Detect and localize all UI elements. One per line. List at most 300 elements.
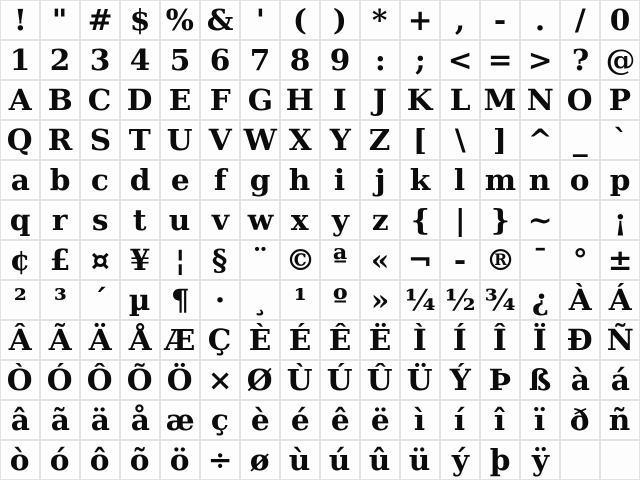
glyph: n (529, 162, 551, 197)
glyph-cell[interactable] (601, 1, 639, 39)
glyph: § (212, 242, 228, 277)
glyph-cell[interactable] (521, 81, 559, 119)
glyph: » (370, 282, 390, 317)
glyph: Ü (407, 362, 433, 397)
glyph-cell[interactable] (521, 41, 559, 79)
glyph-cell[interactable] (601, 41, 639, 79)
glyph-cell[interactable] (521, 1, 559, 39)
glyph-cell[interactable] (241, 81, 279, 119)
glyph-cell[interactable] (81, 1, 119, 39)
glyph-cell[interactable] (1, 121, 39, 159)
glyph-cell[interactable] (241, 41, 279, 79)
glyph: ø (250, 442, 270, 477)
glyph-cell[interactable] (161, 41, 199, 79)
glyph: 1 (9, 42, 31, 77)
glyph-cell[interactable] (561, 41, 599, 79)
glyph: _ (572, 122, 588, 157)
glyph: æ (165, 402, 195, 437)
glyph-cell[interactable] (481, 1, 519, 39)
glyph: j (374, 162, 386, 197)
glyph-cell[interactable] (361, 161, 399, 199)
glyph-cell[interactable] (481, 281, 519, 319)
glyph-cell[interactable] (321, 241, 359, 279)
glyph: å (130, 402, 150, 437)
glyph-cell[interactable] (201, 161, 239, 199)
glyph: % (165, 2, 195, 37)
glyph-cell[interactable] (1, 281, 39, 319)
glyph-cell[interactable] (361, 401, 399, 439)
glyph: © (285, 242, 315, 277)
glyph-cell[interactable] (561, 241, 599, 279)
glyph-cell[interactable] (601, 161, 639, 199)
glyph: . (534, 2, 546, 37)
glyph-cell[interactable] (201, 41, 239, 79)
glyph-cell[interactable] (41, 361, 79, 399)
glyph-cell[interactable] (121, 321, 159, 359)
glyph: ~ (527, 202, 553, 237)
glyph: è (250, 402, 270, 437)
glyph: ¬ (407, 242, 433, 277)
glyph-cell[interactable] (201, 121, 239, 159)
glyph-cell[interactable] (561, 321, 599, 359)
glyph-cell[interactable] (521, 441, 559, 479)
glyph-cell[interactable] (361, 1, 399, 39)
glyph-cell[interactable] (121, 281, 159, 319)
glyph: C (88, 82, 112, 117)
glyph-cell[interactable] (81, 41, 119, 79)
glyph: ® (485, 242, 515, 277)
glyph: y (331, 202, 349, 237)
glyph-cell[interactable] (401, 441, 439, 479)
glyph-cell[interactable] (121, 121, 159, 159)
glyph-cell[interactable] (321, 41, 359, 79)
glyph: X (288, 122, 312, 157)
glyph-cell[interactable] (481, 41, 519, 79)
glyph-cell[interactable] (241, 1, 279, 39)
glyph: M (483, 82, 517, 117)
glyph-cell[interactable] (481, 321, 519, 359)
glyph: µ (129, 282, 151, 317)
glyph-cell[interactable] (321, 81, 359, 119)
glyph: " (52, 2, 68, 37)
glyph: Ç (208, 322, 232, 357)
glyph-cell[interactable] (121, 241, 159, 279)
glyph: - (493, 2, 507, 37)
glyph-cell[interactable] (161, 201, 199, 239)
glyph-cell[interactable] (601, 281, 639, 319)
glyph-cell[interactable] (481, 161, 519, 199)
glyph: J (372, 82, 387, 117)
glyph-cell[interactable] (561, 161, 599, 199)
glyph: & (206, 2, 234, 37)
glyph-cell[interactable] (521, 321, 559, 359)
glyph: = (487, 42, 513, 77)
glyph: ¶ (170, 282, 190, 317)
glyph-cell[interactable] (161, 121, 199, 159)
glyph-cell[interactable] (161, 401, 199, 439)
glyph-cell[interactable] (561, 81, 599, 119)
glyph-cell[interactable] (441, 321, 479, 359)
glyph: Æ (164, 322, 196, 357)
glyph: È (248, 322, 272, 357)
glyph: Û (367, 362, 393, 397)
glyph-cell[interactable] (321, 161, 359, 199)
glyph-cell[interactable] (41, 401, 79, 439)
glyph-cell[interactable] (441, 161, 479, 199)
glyph-cell[interactable] (521, 201, 559, 239)
glyph-cell[interactable] (361, 361, 399, 399)
glyph-cell[interactable] (161, 1, 199, 39)
glyph: $ (129, 2, 151, 37)
glyph-cell[interactable] (401, 1, 439, 39)
glyph-cell[interactable] (241, 241, 279, 279)
glyph: ] (492, 122, 507, 157)
glyph: 4 (129, 42, 151, 77)
glyph-cell[interactable] (201, 1, 239, 39)
glyph-cell[interactable] (521, 401, 559, 439)
glyph: d (129, 162, 151, 197)
glyph-cell[interactable] (41, 161, 79, 199)
glyph-cell[interactable] (401, 401, 439, 439)
glyph: @ (605, 42, 635, 77)
glyph-cell[interactable] (81, 201, 119, 239)
glyph-cell[interactable] (401, 241, 439, 279)
glyph: ´ (92, 282, 108, 317)
glyph: Ú (327, 362, 353, 397)
glyph: ë (370, 402, 390, 437)
glyph-cell[interactable] (601, 361, 639, 399)
glyph-cell[interactable] (321, 281, 359, 319)
glyph: ñ (609, 402, 631, 437)
glyph: r (52, 202, 68, 237)
glyph-cell[interactable] (161, 321, 199, 359)
glyph-cell[interactable] (241, 441, 279, 479)
glyph-cell[interactable] (81, 401, 119, 439)
glyph: í (454, 402, 466, 437)
glyph: : (374, 42, 386, 77)
glyph: ¸ (252, 282, 268, 317)
glyph-cell[interactable] (281, 361, 319, 399)
glyph-cell[interactable] (161, 81, 199, 119)
glyph-cell[interactable] (81, 161, 119, 199)
glyph-cell[interactable] (601, 241, 639, 279)
glyph-cell[interactable] (241, 201, 279, 239)
glyph-cell[interactable] (401, 281, 439, 319)
glyph: ï (534, 402, 546, 437)
glyph: Þ (488, 362, 512, 397)
glyph-cell[interactable] (281, 441, 319, 479)
glyph-cell[interactable] (41, 281, 79, 319)
glyph-cell[interactable] (321, 361, 359, 399)
glyph: R (47, 122, 73, 157)
glyph-cell[interactable] (121, 201, 159, 239)
glyph-cell[interactable] (201, 441, 239, 479)
glyph-cell[interactable] (41, 441, 79, 479)
glyph-cell[interactable] (41, 1, 79, 39)
glyph-cell[interactable] (1, 441, 39, 479)
glyph: + (407, 2, 433, 37)
glyph-cell[interactable] (441, 281, 479, 319)
glyph: ¾ (484, 282, 516, 317)
glyph-cell[interactable] (401, 361, 439, 399)
glyph-cell[interactable] (601, 321, 639, 359)
glyph: P (608, 82, 632, 117)
glyph-cell[interactable] (361, 81, 399, 119)
glyph-cell[interactable] (201, 201, 239, 239)
glyph-cell[interactable] (241, 321, 279, 359)
glyph-cell[interactable] (561, 281, 599, 319)
glyph-cell[interactable] (41, 201, 79, 239)
glyph-cell[interactable] (1, 41, 39, 79)
glyph: Â (8, 322, 32, 357)
glyph: c (90, 162, 110, 197)
glyph: F (209, 82, 231, 117)
glyph: ÷ (207, 442, 233, 477)
glyph-cell[interactable] (201, 81, 239, 119)
glyph-cell[interactable] (321, 441, 359, 479)
glyph-cell[interactable] (121, 401, 159, 439)
glyph-cell[interactable] (521, 281, 559, 319)
glyph-cell[interactable] (1, 361, 39, 399)
glyph-cell[interactable] (241, 121, 279, 159)
glyph-cell[interactable] (481, 241, 519, 279)
glyph-cell[interactable] (441, 41, 479, 79)
glyph-cell[interactable] (561, 1, 599, 39)
glyph-cell[interactable] (321, 201, 359, 239)
glyph-cell[interactable] (201, 401, 239, 439)
glyph: I (333, 82, 347, 117)
glyph-cell[interactable] (401, 161, 439, 199)
glyph: ³ (53, 282, 67, 317)
glyph-cell[interactable] (481, 121, 519, 159)
glyph: V (208, 122, 232, 157)
glyph: á (610, 362, 630, 397)
glyph-cell[interactable] (241, 161, 279, 199)
glyph-cell[interactable] (41, 321, 79, 359)
glyph-cell[interactable] (281, 241, 319, 279)
glyph-cell[interactable] (481, 441, 519, 479)
glyph: ¥ (129, 242, 151, 277)
glyph-cell[interactable] (241, 401, 279, 439)
glyph-cell[interactable] (281, 201, 319, 239)
glyph-cell[interactable] (281, 1, 319, 39)
glyph-cell[interactable] (241, 361, 279, 399)
glyph-cell[interactable] (321, 1, 359, 39)
glyph: ) (332, 2, 347, 37)
glyph-cell[interactable] (281, 161, 319, 199)
glyph-cell[interactable] (321, 321, 359, 359)
glyph: À (568, 282, 592, 317)
glyph-cell[interactable] (441, 241, 479, 279)
glyph: D (127, 82, 153, 117)
glyph-cell[interactable] (1, 81, 39, 119)
glyph-cell[interactable] (81, 361, 119, 399)
glyph: W (243, 122, 277, 157)
glyph: ` (612, 122, 628, 157)
glyph: Í (453, 322, 467, 357)
glyph-cell[interactable] (321, 121, 359, 159)
glyph-cell[interactable] (201, 241, 239, 279)
glyph-cell[interactable] (1, 401, 39, 439)
glyph: Ö (167, 362, 193, 397)
glyph-cell[interactable] (601, 201, 639, 239)
glyph-cell[interactable] (521, 361, 559, 399)
glyph-cell[interactable] (481, 81, 519, 119)
glyph: Å (128, 322, 152, 357)
glyph: Î (493, 322, 507, 357)
glyph-cell[interactable] (41, 41, 79, 79)
glyph: ( (292, 2, 307, 37)
glyph: A (8, 82, 32, 117)
glyph-cell[interactable] (161, 281, 199, 319)
glyph-cell[interactable] (361, 241, 399, 279)
glyph: / (574, 2, 586, 37)
glyph: ¿ (531, 282, 549, 317)
glyph: ê (330, 402, 350, 437)
glyph-cell[interactable] (121, 161, 159, 199)
glyph: u (169, 202, 191, 237)
glyph-cell[interactable] (161, 161, 199, 199)
glyph-cell[interactable] (161, 241, 199, 279)
glyph-cell[interactable] (41, 241, 79, 279)
glyph-cell[interactable] (281, 321, 319, 359)
glyph: E (168, 82, 192, 117)
glyph: à (570, 362, 590, 397)
glyph-cell[interactable] (281, 41, 319, 79)
glyph: q (9, 202, 31, 237)
glyph-cell[interactable] (441, 121, 479, 159)
glyph: 5 (169, 42, 191, 77)
glyph-cell[interactable] (401, 41, 439, 79)
glyph: î (494, 402, 506, 437)
glyph-cell[interactable] (321, 401, 359, 439)
glyph-cell[interactable] (281, 401, 319, 439)
glyph-cell[interactable] (401, 321, 439, 359)
glyph-cell[interactable] (561, 361, 599, 399)
glyph: ù (289, 442, 311, 477)
glyph-cell[interactable] (441, 441, 479, 479)
glyph-cell[interactable] (401, 201, 439, 239)
glyph-cell[interactable] (201, 361, 239, 399)
glyph-cell[interactable] (561, 201, 599, 239)
glyph-cell[interactable] (361, 121, 399, 159)
glyph-cell[interactable] (561, 121, 599, 159)
glyph-cell[interactable] (1, 241, 39, 279)
glyph-cell[interactable] (281, 281, 319, 319)
glyph: Z (369, 122, 391, 157)
glyph-cell[interactable] (161, 361, 199, 399)
glyph: õ (130, 442, 150, 477)
glyph-cell[interactable] (121, 41, 159, 79)
glyph-cell[interactable] (1, 1, 39, 39)
glyph-cell[interactable] (121, 1, 159, 39)
glyph-cell[interactable] (561, 401, 599, 439)
glyph-cell[interactable] (521, 241, 559, 279)
glyph-cell[interactable] (81, 281, 119, 319)
glyph-cell[interactable] (601, 121, 639, 159)
glyph-cell[interactable] (521, 121, 559, 159)
glyph-cell[interactable] (481, 201, 519, 239)
glyph: S (89, 122, 111, 157)
glyph: Ý (449, 362, 471, 397)
glyph: < (447, 42, 473, 77)
glyph-cell[interactable] (361, 441, 399, 479)
glyph-cell[interactable] (201, 321, 239, 359)
glyph: O (567, 82, 593, 117)
glyph: Ù (287, 362, 313, 397)
glyph: Ì (413, 322, 427, 357)
glyph-cell[interactable] (601, 441, 639, 479)
glyph-cell[interactable] (121, 441, 159, 479)
glyph-cell[interactable] (561, 441, 599, 479)
glyph: Ø (247, 362, 273, 397)
glyph-cell[interactable] (81, 121, 119, 159)
glyph-cell[interactable] (361, 201, 399, 239)
glyph-cell[interactable] (481, 361, 519, 399)
glyph-cell[interactable] (121, 361, 159, 399)
glyph-cell[interactable] (521, 161, 559, 199)
glyph: Ê (328, 322, 352, 357)
glyph-cell[interactable] (1, 321, 39, 359)
glyph-cell[interactable] (441, 401, 479, 439)
glyph-cell[interactable] (281, 81, 319, 119)
glyph-cell[interactable] (441, 361, 479, 399)
glyph: b (49, 162, 71, 197)
glyph: Q (7, 122, 33, 157)
glyph-cell[interactable] (441, 201, 479, 239)
glyph: | (454, 202, 466, 237)
glyph-cell[interactable] (401, 121, 439, 159)
glyph: U (167, 122, 193, 157)
glyph-cell[interactable] (361, 281, 399, 319)
glyph-cell[interactable] (361, 321, 399, 359)
glyph: ß (528, 362, 552, 397)
glyph-cell[interactable] (1, 201, 39, 239)
glyph-cell[interactable] (161, 441, 199, 479)
glyph: Ï (533, 322, 547, 357)
glyph-cell[interactable] (361, 41, 399, 79)
glyph-cell[interactable] (81, 321, 119, 359)
glyph: T (128, 122, 152, 157)
glyph-cell[interactable] (601, 81, 639, 119)
glyph: º (332, 282, 348, 317)
glyph: ! (13, 2, 27, 37)
glyph-cell[interactable] (441, 1, 479, 39)
glyph: k (409, 162, 431, 197)
glyph-cell[interactable] (201, 281, 239, 319)
glyph-cell[interactable] (81, 241, 119, 279)
glyph-cell[interactable] (1, 161, 39, 199)
glyph: { (410, 202, 430, 237)
glyph-cell[interactable] (241, 281, 279, 319)
glyph-cell[interactable] (81, 441, 119, 479)
glyph-cell[interactable] (281, 121, 319, 159)
glyph: 7 (249, 42, 271, 77)
glyph: ? (571, 42, 589, 77)
glyph: Õ (127, 362, 153, 397)
glyph: â (10, 402, 30, 437)
glyph-cell[interactable] (601, 401, 639, 439)
glyph: H (286, 82, 314, 117)
glyph-cell[interactable] (401, 81, 439, 119)
glyph-cell[interactable] (41, 81, 79, 119)
glyph-cell[interactable] (441, 81, 479, 119)
glyph-cell[interactable] (81, 81, 119, 119)
glyph: ð (570, 402, 590, 437)
glyph-cell[interactable] (481, 401, 519, 439)
glyph-cell[interactable] (41, 121, 79, 159)
glyph-cell[interactable] (121, 81, 159, 119)
